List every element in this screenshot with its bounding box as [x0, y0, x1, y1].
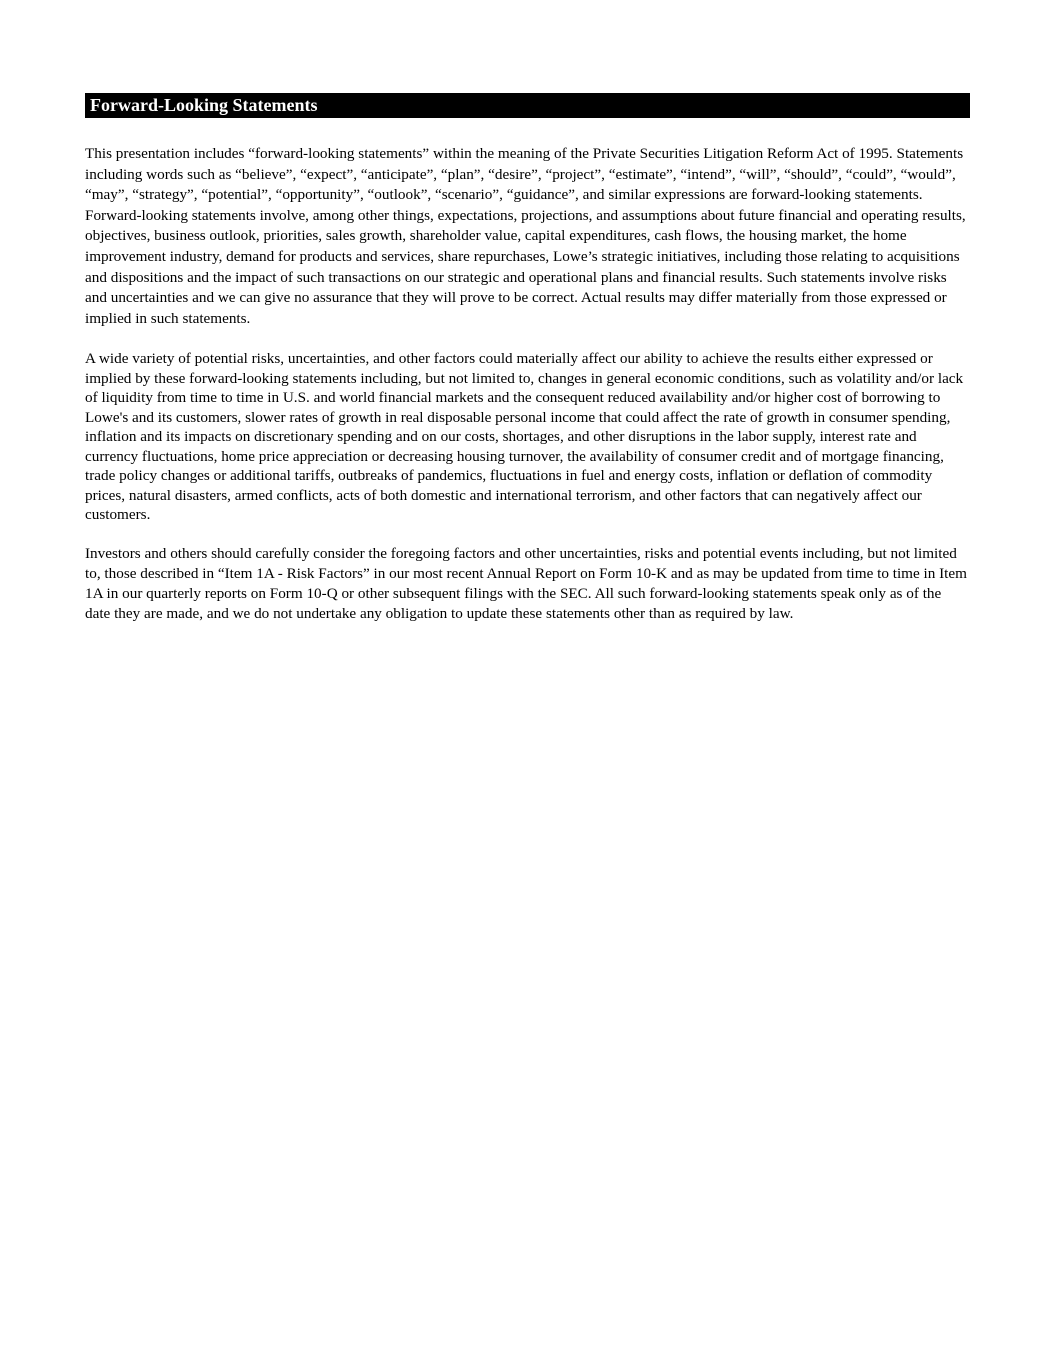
section-title: Forward-Looking Statements	[85, 93, 970, 118]
document-page	[85, 93, 970, 624]
paragraph-forward-looking-intro: This presentation includes “forward-looking statements” within the meaning of the Private Securities Litigation Reform Act of 1995. Statements including words such as “believe”, “expect”, “anticipate”, “plan”, “desire”, “project”, “estimate”, “intend”, “will”, “should”, “could”, “would”, “may”, “strategy”, “potential”, “opportunity”, “outlook”, “scenario”, “guidance”, and similar expressions are forward-looking statements. Forward-looking statements involve, among other things, expectations, projections, and assumptions about future financial and operating results, objectives, business outlook, priorities, sales growth, shareholder value, capital expenditures, cash flows, the housing market, the home improvement industry, demand for products and services, share repurchases, Lowe’s strategic initiatives, including those relating to acquisitions and dispositions and the impact of such transactions on our strategic and operational plans and financial results. Such statements involve risks and uncertainties and we can give no assurance that they will prove to be correct. Actual results may differ materially from those expressed or implied in such statements.	[85, 145, 966, 327]
paragraph-investor-caution: Investors and others should carefully consider the foregoing factors and other uncertainties, risks and potential events including, but not limited to, those described in “Item 1A - Risk Factors” in our most recent Annual Report on Form 10-K and as may be updated from time to time in Item 1A in our quarterly reports on Form 10-Q or other subsequent filings with the SEC. All such forward-looking statements speak only as of the date they are made, and we do not undertake any obligation to update these statements other than as required by law.	[85, 544, 967, 623]
paragraph-risk-factors: A wide variety of potential risks, uncertainties, and other factors could materially affect our ability to achieve the results either expressed or implied by these forward-looking statements including, but not limited to, changes in general economic conditions, such as volatility and/or lack of liquidity from time to time in U.S. and world financial markets and the consequent reduced availability and/or higher cost of borrowing to Lowe's and its customers, slower rates of growth in real disposable personal income that could affect the rate of growth in consumer spending, inflation and its impacts on discretionary spending and on our costs, shortages, and other disruptions in the labor supply, interest rate and currency fluctuations, home price appreciation or decreasing housing turnover, the availability of consumer credit and of mortgage financing, trade policy changes or additional tariffs, outbreaks of pandemics, fluctuations in fuel and energy costs, inflation or deflation of commodity prices, natural disasters, armed conflicts, acts of both domestic and international terrorism, and other factors that can negatively affect our customers.	[85, 350, 964, 524]
